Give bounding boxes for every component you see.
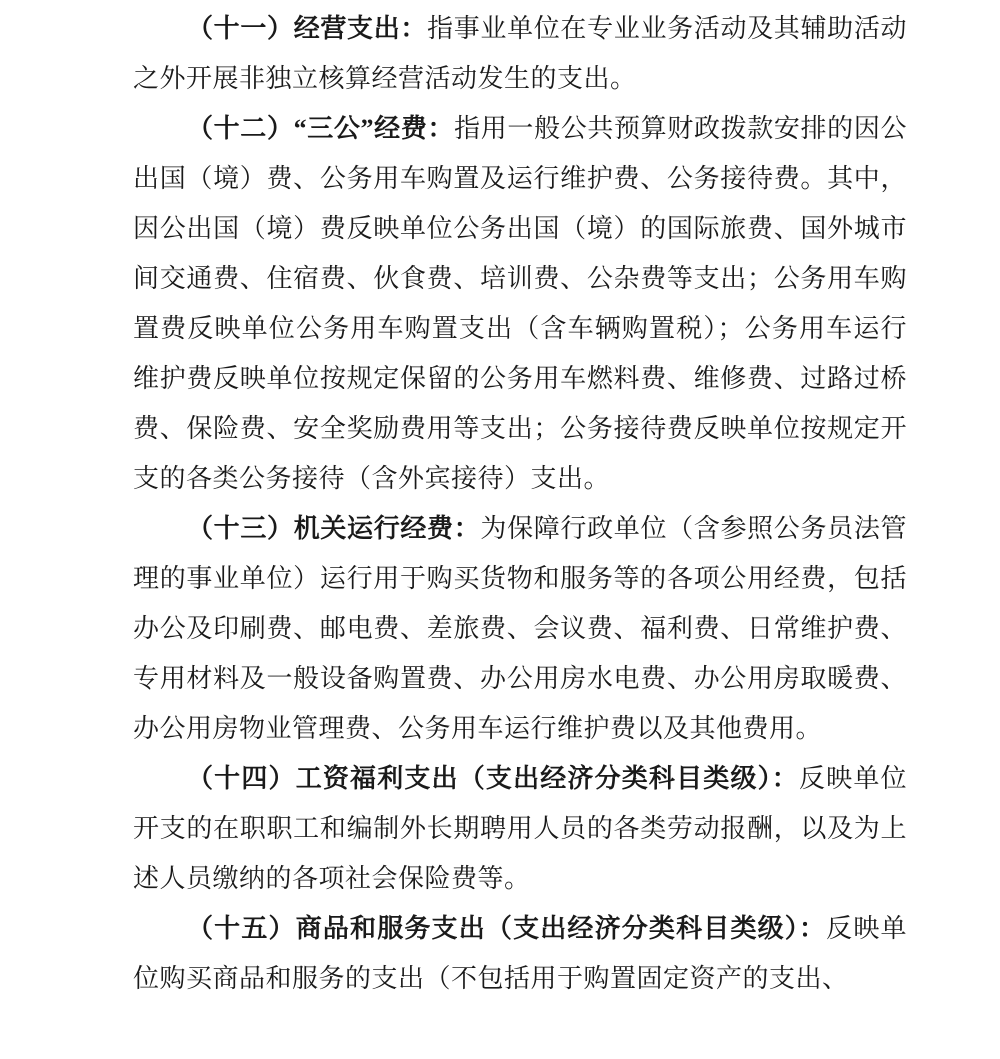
paragraph-item-12 bbox=[133, 104, 907, 504]
paragraph-body: 指事业单位在专业业务活动及其辅助活动之外开展非独立核算经营活动发生的支出。 bbox=[133, 14, 907, 93]
paragraph-heading: （十五）商品和服务支出（支出经济分类科目类级）： bbox=[187, 914, 827, 943]
paragraph-heading: （十四）工资福利支出（支出经济分类科目类级）： bbox=[187, 764, 799, 793]
paragraph-item-11 bbox=[133, 4, 907, 104]
paragraph-item-13 bbox=[133, 504, 907, 754]
paragraph-heading: （十一）经营支出： bbox=[187, 14, 428, 43]
paragraph-item-14 bbox=[133, 754, 907, 904]
paragraph-body: 反映单位开支的在职职工和编制外长期聘用人员的各类劳动报酬，以及为上述人员缴纳的各项社会保险费等。 bbox=[133, 764, 907, 893]
paragraph-body: 为保障行政单位（含参照公务员法管理的事业单位）运行用于购买货物和服务等的各项公用经费，包括办公及印刷费、邮电费、差旅费、会议费、福利费、日常维护费、专用材料及一般设备购置费、办公用房水电费、办公用房取暖费、办公用房物业管理费、公务用车运行维护费以及其他费用。 bbox=[133, 514, 907, 743]
paragraph-heading: （十三）机关运行经费： bbox=[187, 514, 481, 543]
paragraph-item-15 bbox=[133, 904, 907, 1004]
paragraph-body: 指用一般公共预算财政拨款安排的因公出国（境）费、公务用车购置及运行维护费、公务接待费。其中，因公出国（境）费反映单位公务出国（境）的国际旅费、国外城市间交通费、住宿费、伙食费、培训费、公杂费等支出；公务用车购置费反映单位公务用车购置支出（含车辆购置税）；公务用车运行维护费反映单位按规定保留的公务用车燃料费、维修费、过路过桥费、保险费、安全奖励费用等支出；公务接待费反映单位按规定开支的各类公务接待（含外宾接待）支出。 bbox=[133, 114, 907, 493]
paragraph-body: 反映单位购买商品和服务的支出（不包括用于购置固定资产的支出、 bbox=[133, 914, 907, 993]
paragraph-heading: （十二）“三公”经费： bbox=[187, 114, 455, 143]
